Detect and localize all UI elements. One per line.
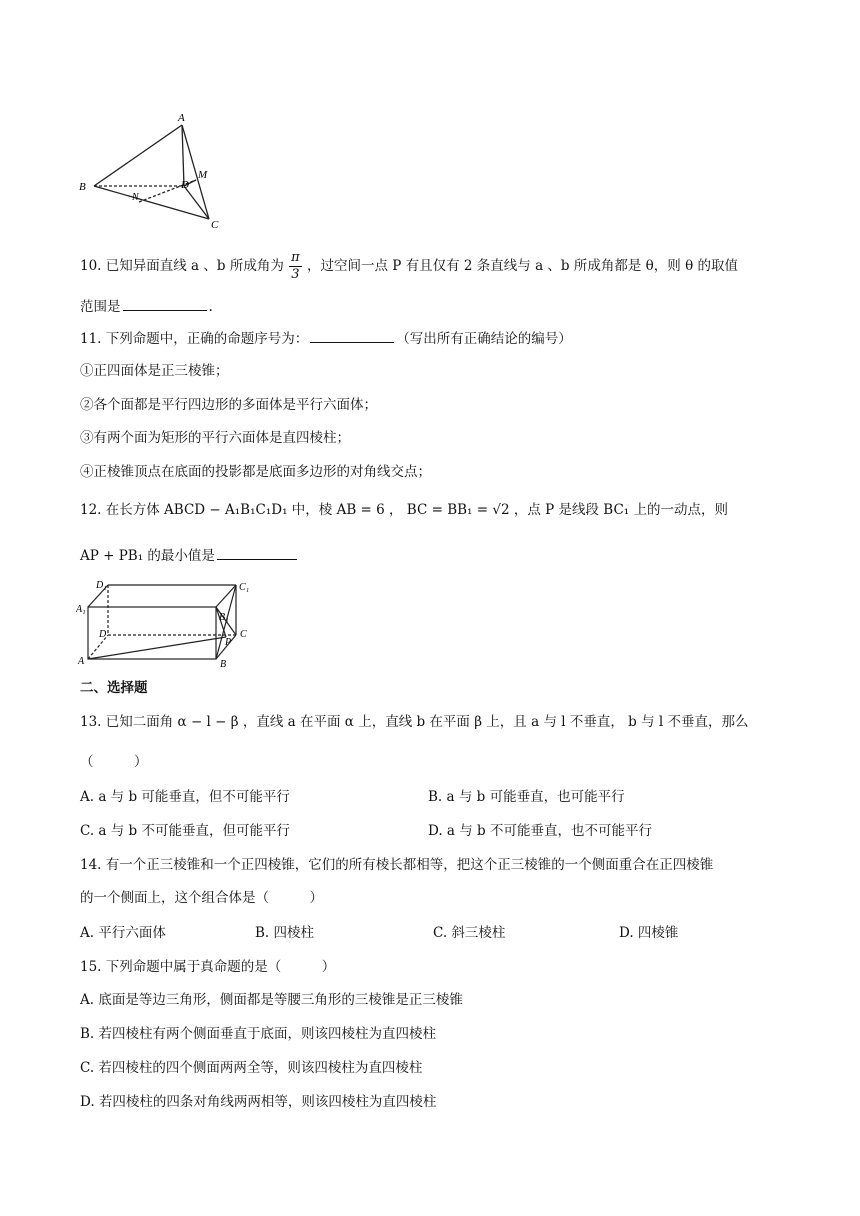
- q14-option-a[interactable]: A. 平行六面体: [80, 925, 166, 941]
- q15-option-d[interactable]: D. 若四棱柱的四条对角线两两相等，则该四棱柱为直四棱柱: [80, 1094, 437, 1110]
- q13-option-a[interactable]: A. a 与 b 可能垂直，但不可能平行: [80, 789, 290, 805]
- label-A: A: [78, 656, 85, 667]
- label-C1: C₁: [239, 582, 250, 593]
- question-12-line2: AP + PB₁ 的最小值是: [80, 545, 299, 566]
- q11-item-4: ④正棱锥顶点在底面的投影都是底面多边形的对角线交点；: [80, 464, 431, 480]
- label-M: M: [198, 169, 208, 181]
- section-heading: 二、选择题: [80, 680, 148, 696]
- question-12-line1: 12. 在长方体 ABCD − A₁B₁C₁D₁ 中，棱 AB = 6 ， BC = BB₁ = √2 ，点 P 是线段 BC₁ 上的一动点，则: [80, 502, 728, 518]
- q14-option-b[interactable]: B. 四棱柱: [255, 925, 315, 941]
- q11-item-2: ②各个面都是平行四边形的多面体是平行六面体；: [80, 397, 377, 413]
- label-D: D: [181, 179, 189, 191]
- question-14-line2: 的一个侧面上，这个组合体是（ ）: [80, 890, 323, 906]
- q13-option-c[interactable]: C. a 与 b 不可能垂直，但可能平行: [80, 823, 290, 839]
- question-13-paren: （ ）: [80, 754, 148, 770]
- label-P: P: [225, 637, 232, 648]
- q14-option-c[interactable]: C. 斜三棱柱: [433, 925, 506, 941]
- question-13-stem: 13. 已知二面角 α − l − β ，直线 a 在平面 α 上，直线 b 在平面 β 上，且 a 与 l 不垂直， b 与 l 不垂直，那么: [80, 714, 749, 730]
- question-10-line2: 范围是 .: [80, 296, 213, 317]
- tetrahedron-figure: [76, 108, 236, 233]
- label-B: B: [79, 181, 86, 193]
- label-C: C: [240, 629, 247, 640]
- question-10-line1: 10. 已知异面直线 a 、b 所成角为 $\frac{\pi}{3}$ ，过空间一点 P 有且仅有 2 条直线与 a 、b 所成角都是 θ，则 θ 的取值: [80, 250, 738, 282]
- fraction-pi-over-3: $\frac{\pi}{3}$: [291, 250, 300, 282]
- question-15-stem: 15. 下列命题中属于真命题的是（ ）: [80, 959, 336, 975]
- q15-option-b[interactable]: B. 若四棱柱有两个侧面垂直于底面，则该四棱柱为直四棱柱: [80, 1026, 437, 1042]
- label-N: N: [132, 192, 139, 203]
- label-B1: B₁: [219, 612, 229, 623]
- q13-option-b[interactable]: B. a 与 b 可能垂直，也可能平行: [428, 789, 625, 805]
- q15-option-a[interactable]: A. 底面是等边三角形，侧面都是等腰三角形的三棱锥是正三棱锥: [80, 992, 463, 1008]
- answer-blank[interactable]: [123, 296, 207, 311]
- q14-option-d[interactable]: D. 四棱锥: [619, 925, 679, 941]
- question-14-line1: 14. 有一个正三棱锥和一个正四棱锥，它们的所有棱长都相等，把这个正三棱锥的一个侧面重合在正四棱锥: [80, 857, 714, 873]
- q13-option-d[interactable]: D. a 与 b 不可能垂直，也不可能平行: [428, 823, 652, 839]
- label-B: B: [220, 659, 227, 670]
- answer-blank[interactable]: [310, 328, 394, 343]
- label-A1: A₁: [76, 604, 86, 615]
- q11-item-3: ③有两个面为矩形的平行六面体是直四棱柱；: [80, 430, 350, 446]
- label-D: D: [99, 629, 107, 640]
- q11-item-1: ①正四面体是正三棱锥；: [80, 363, 229, 379]
- label-A: A: [178, 112, 185, 124]
- cuboid-figure: [76, 575, 256, 670]
- label-C: C: [211, 219, 219, 231]
- label-D1: D₁: [96, 580, 107, 591]
- answer-blank[interactable]: [217, 545, 297, 560]
- question-11-stem: 11. 下列命题中，正确的命题序号为： （写出所有正确结论的编号）: [80, 328, 572, 349]
- q15-option-c[interactable]: C. 若四棱柱的四个侧面两两全等，则该四棱柱为直四棱柱: [80, 1060, 423, 1076]
